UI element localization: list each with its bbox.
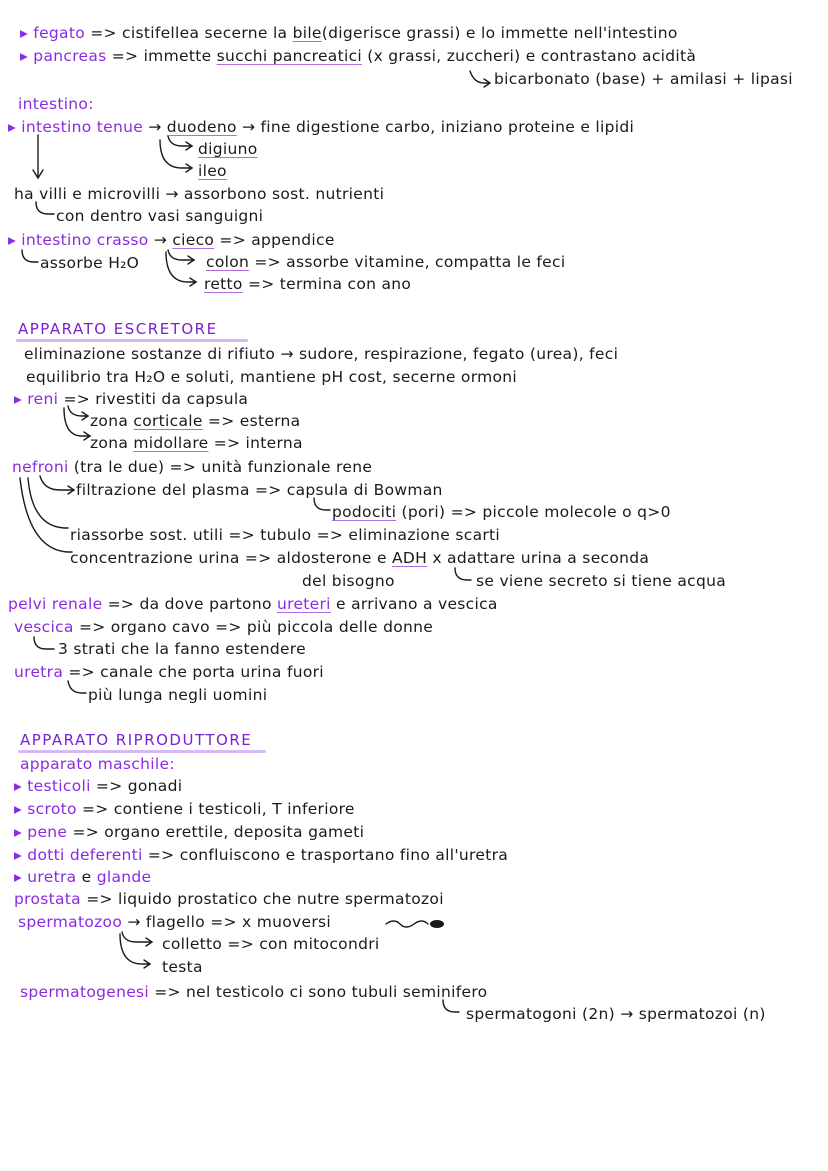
keyword: pelvi renale bbox=[8, 595, 103, 613]
text: del bisogno bbox=[302, 572, 395, 590]
text: => organo cavo => più piccola delle donne bbox=[73, 618, 434, 636]
line-fegato bbox=[20, 24, 678, 42]
text: zona bbox=[90, 412, 134, 430]
line-eliminazione bbox=[24, 345, 618, 363]
underlined-term: retto bbox=[204, 275, 243, 293]
line-spermatogenesi bbox=[20, 983, 487, 1001]
text: => organo erettile, deposita gameti bbox=[67, 823, 365, 841]
text: (x grassi, zuccheri) e contrastano acidità bbox=[362, 47, 697, 65]
keyword: spermatogenesi bbox=[20, 983, 150, 1001]
line-vescica bbox=[14, 618, 433, 636]
text: concentrazione urina => aldosterone e bbox=[70, 549, 393, 567]
text: riassorbe sost. utili => tubulo => eliminazione scarti bbox=[70, 526, 501, 544]
underlined-term: duodeno bbox=[166, 118, 237, 136]
keyword: ▸ dotti deferenti bbox=[14, 846, 143, 864]
line-colon bbox=[206, 253, 565, 271]
line-nefroni bbox=[12, 458, 372, 476]
text: => termina con ano bbox=[242, 275, 412, 293]
line-filtrazione bbox=[76, 481, 443, 499]
line-spermatogoni bbox=[466, 1005, 766, 1023]
text: => interna bbox=[208, 434, 303, 452]
text: 3 strati che la fanno estendere bbox=[58, 640, 306, 658]
keyword: prostata bbox=[14, 890, 81, 908]
text: colletto => con mitocondri bbox=[162, 935, 380, 953]
keyword: ▸ uretra bbox=[14, 868, 77, 886]
keyword: ▸ scroto bbox=[14, 800, 77, 818]
line-del-bisogno bbox=[302, 572, 395, 590]
line-villi bbox=[14, 185, 384, 203]
section-heading-riproduttore: APPARATO RIPRODUTTORE bbox=[20, 731, 253, 749]
keyword: vescica bbox=[14, 618, 74, 636]
line-intestino-crasso bbox=[8, 231, 335, 249]
line-retto bbox=[204, 275, 411, 293]
text: (tra le due) => unità funzionale rene bbox=[68, 458, 373, 476]
underlined-term: digiuno bbox=[198, 140, 258, 158]
underlined-term: podociti bbox=[332, 503, 397, 521]
line-digiuno bbox=[198, 140, 258, 158]
line-piu-lunga bbox=[88, 686, 267, 704]
line-bicarbonato bbox=[494, 70, 793, 88]
underlined-term: midollare bbox=[133, 434, 209, 452]
line-ileo bbox=[198, 162, 227, 180]
line-zona-midollare bbox=[90, 434, 303, 452]
line-spermatozoo bbox=[18, 913, 331, 931]
line-testa bbox=[162, 958, 203, 976]
line-assorbe-h2o bbox=[40, 254, 139, 272]
line-uretra-glande bbox=[14, 868, 151, 886]
line-pancreas bbox=[20, 47, 696, 65]
text: => esterna bbox=[202, 412, 301, 430]
line-pene bbox=[14, 823, 364, 841]
text: (pori) => piccole molecole o q>0 bbox=[396, 503, 671, 521]
keyword: ▸ intestino crasso bbox=[8, 231, 149, 249]
text: x adattare urina a seconda bbox=[427, 549, 650, 567]
text: => immette bbox=[106, 47, 217, 65]
underlined-term: ureteri bbox=[276, 595, 331, 613]
underlined-term: ADH bbox=[392, 549, 428, 567]
text: eliminazione sostanze di rifiuto → sudore, respirazione, fegato (urea), feci bbox=[24, 345, 619, 363]
text: spermatogoni (2n) → spermatozoi (n) bbox=[466, 1005, 766, 1023]
text: => nel testicolo ci sono tubuli seminifero bbox=[149, 983, 488, 1001]
text: equilibrio tra H₂O e soluti, mantiene pH cost, secerne ormoni bbox=[26, 368, 518, 386]
line-equilibrio bbox=[26, 368, 517, 386]
line-zona-corticale bbox=[90, 412, 300, 430]
keyword: ▸ intestino tenue bbox=[8, 118, 144, 136]
text: => appendice bbox=[214, 231, 335, 249]
text: ha villi e microvilli → assorbono sost. nutrienti bbox=[14, 185, 385, 203]
line-vasi bbox=[56, 207, 263, 225]
text: => liquido prostatico che nutre spermatozoi bbox=[80, 890, 444, 908]
text: più lunga negli uomini bbox=[88, 686, 268, 704]
text: (digerisce grassi) e lo immette nell'intestino bbox=[321, 24, 678, 42]
text: => confluiscono e trasportano fino all'uretra bbox=[142, 846, 509, 864]
line-concentrazione bbox=[70, 549, 649, 567]
text: con dentro vasi sanguigni bbox=[56, 207, 264, 225]
text: => da dove partono bbox=[102, 595, 277, 613]
keyword: spermatozoo bbox=[18, 913, 123, 931]
line-reni bbox=[14, 390, 248, 408]
line-prostata bbox=[14, 890, 444, 908]
underlined-term: colon bbox=[206, 253, 250, 271]
keyword: nefroni bbox=[12, 458, 69, 476]
text: => assorbe vitamine, compatta le feci bbox=[249, 253, 566, 271]
keyword: ▸ pene bbox=[14, 823, 68, 841]
text: assorbe H₂O bbox=[40, 254, 140, 272]
heading-underline bbox=[18, 750, 266, 753]
underlined-term: succhi pancreatici bbox=[216, 47, 363, 65]
line-uretra bbox=[14, 663, 324, 681]
text: => rivestiti da capsula bbox=[58, 390, 249, 408]
text: testa bbox=[162, 958, 203, 976]
keyword: ▸ reni bbox=[14, 390, 59, 408]
underlined-term: corticale bbox=[133, 412, 203, 430]
line-dotti-deferenti bbox=[14, 846, 508, 864]
text: bicarbonato (base) + amilasi + lipasi bbox=[494, 70, 793, 88]
line-3-strati bbox=[58, 640, 306, 658]
keyword: ▸ pancreas bbox=[20, 47, 107, 65]
section-heading-escretore: APPARATO ESCRETORE bbox=[18, 320, 218, 338]
line-apparato-maschile: apparato maschile: bbox=[20, 755, 175, 773]
text: → bbox=[143, 118, 167, 136]
line-podociti bbox=[332, 503, 671, 521]
line-colletto bbox=[162, 935, 380, 953]
text: e bbox=[76, 868, 97, 886]
text: => canale che porta urina fuori bbox=[63, 663, 324, 681]
line-secreto bbox=[476, 572, 726, 590]
underlined-term: ileo bbox=[198, 162, 227, 180]
heading-underline bbox=[16, 339, 248, 342]
line-intestino-tenue bbox=[8, 118, 634, 136]
underlined-term: cieco bbox=[172, 231, 215, 249]
line-scroto bbox=[14, 800, 355, 818]
keyword: glande bbox=[96, 868, 152, 886]
text: filtrazione del plasma => capsula di Bowman bbox=[76, 481, 443, 499]
text: → bbox=[148, 231, 173, 249]
text: e arrivano a vescica bbox=[330, 595, 498, 613]
text: → fine digestione carbo, iniziano proteine e lipidi bbox=[236, 118, 635, 136]
text: zona bbox=[90, 434, 134, 452]
text: => gonadi bbox=[90, 777, 183, 795]
keyword: ▸ testicoli bbox=[14, 777, 91, 795]
underlined-term: bile bbox=[292, 24, 322, 42]
text: → flagello => x muoversi bbox=[122, 913, 331, 931]
text: se viene secreto si tiene acqua bbox=[476, 572, 727, 590]
text: => cistifellea secerne la bbox=[85, 24, 293, 42]
line-intestino-heading: intestino: bbox=[18, 95, 94, 113]
keyword: uretra bbox=[14, 663, 64, 681]
line-pelvi bbox=[8, 595, 498, 613]
keyword: ▸ fegato bbox=[20, 24, 85, 42]
line-riassorbe bbox=[70, 526, 500, 544]
line-testicoli bbox=[14, 777, 182, 795]
sperm-head-icon bbox=[430, 920, 444, 928]
text: => contiene i testicoli, T inferiore bbox=[76, 800, 355, 818]
